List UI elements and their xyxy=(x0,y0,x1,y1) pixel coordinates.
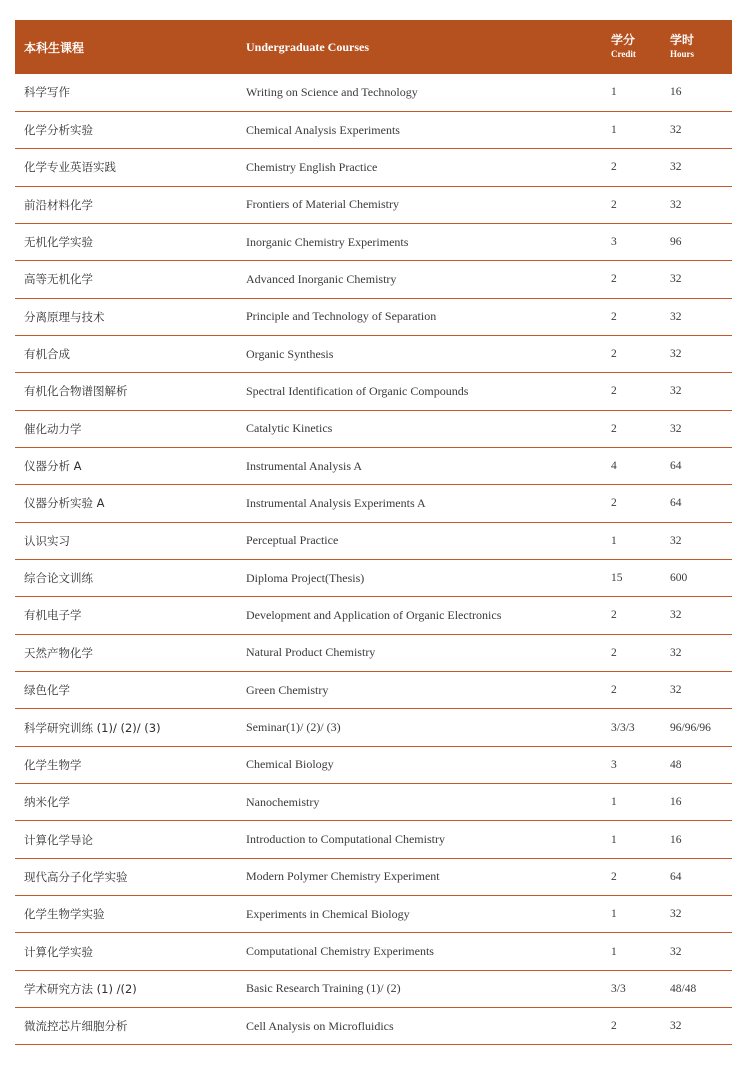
course-credit: 3 xyxy=(609,223,668,260)
course-credit: 15 xyxy=(609,559,668,596)
course-credit: 3 xyxy=(609,746,668,783)
course-hours: 16 xyxy=(668,784,732,821)
course-name-en: Chemical Analysis Experiments xyxy=(238,111,609,148)
course-credit: 1 xyxy=(609,74,668,111)
course-name-cn: 化学分析实验 xyxy=(15,111,238,148)
table-row xyxy=(15,858,732,895)
table-row xyxy=(15,186,732,223)
course-name-cn: 认识实习 xyxy=(15,522,238,559)
course-name-en: Chemistry English Practice xyxy=(238,149,609,186)
course-hours: 600 xyxy=(668,559,732,596)
course-name-cn: 综合论文训练 xyxy=(15,559,238,596)
course-name-en: Instrumental Analysis Experiments A xyxy=(238,485,609,522)
course-credit: 3/3 xyxy=(609,970,668,1007)
course-name-cn: 纳米化学 xyxy=(15,784,238,821)
course-hours: 96/96/96 xyxy=(668,709,732,746)
course-name-cn: 计算化学导论 xyxy=(15,821,238,858)
course-credit: 2 xyxy=(609,634,668,671)
course-table xyxy=(15,20,732,1045)
course-credit: 1 xyxy=(609,522,668,559)
course-credit: 2 xyxy=(609,597,668,634)
course-credit: 3/3/3 xyxy=(609,709,668,746)
course-name-cn: 催化动力学 xyxy=(15,410,238,447)
course-credit: 4 xyxy=(609,447,668,484)
course-name-en: Seminar(1)/ (2)/ (3) xyxy=(238,709,609,746)
course-name-en: Frontiers of Material Chemistry xyxy=(238,186,609,223)
course-hours: 32 xyxy=(668,149,732,186)
course-name-cn: 科学写作 xyxy=(15,74,238,111)
header-row xyxy=(15,20,732,74)
table-row xyxy=(15,447,732,484)
course-hours: 96 xyxy=(668,223,732,260)
course-name-cn: 科学研究训练 (1)/ (2)/ (3) xyxy=(15,709,238,746)
course-name-cn: 化学生物学 xyxy=(15,746,238,783)
course-name-en: Perceptual Practice xyxy=(238,522,609,559)
table-row xyxy=(15,522,732,559)
course-name-cn: 微流控芯片细胞分析 xyxy=(15,1008,238,1045)
course-hours: 64 xyxy=(668,858,732,895)
course-hours: 32 xyxy=(668,373,732,410)
course-credit: 1 xyxy=(609,821,668,858)
course-credit: 1 xyxy=(609,933,668,970)
course-name-en: Natural Product Chemistry xyxy=(238,634,609,671)
table-row xyxy=(15,1008,732,1045)
table-body xyxy=(15,74,732,1045)
course-hours: 64 xyxy=(668,485,732,522)
course-name-en: Computational Chemistry Experiments xyxy=(238,933,609,970)
course-hours: 32 xyxy=(668,933,732,970)
table-row xyxy=(15,821,732,858)
course-hours: 48 xyxy=(668,746,732,783)
course-credit: 2 xyxy=(609,186,668,223)
course-credit: 2 xyxy=(609,261,668,298)
course-name-en: Introduction to Computational Chemistry xyxy=(238,821,609,858)
course-name-en: Nanochemistry xyxy=(238,784,609,821)
course-name-cn: 化学专业英语实践 xyxy=(15,149,238,186)
table-row xyxy=(15,709,732,746)
course-name-cn: 学术研究方法 (1) /(2) xyxy=(15,970,238,1007)
table-row xyxy=(15,261,732,298)
table-row xyxy=(15,559,732,596)
course-hours: 32 xyxy=(668,634,732,671)
course-hours: 64 xyxy=(668,447,732,484)
table-row xyxy=(15,634,732,671)
course-name-cn: 有机合成 xyxy=(15,335,238,372)
course-credit: 2 xyxy=(609,298,668,335)
course-credit: 2 xyxy=(609,672,668,709)
course-name-en: Development and Application of Organic Electronics xyxy=(238,597,609,634)
course-name-cn: 仪器分析实验 A xyxy=(15,485,238,522)
course-name-cn: 现代高分子化学实验 xyxy=(15,858,238,895)
table-row xyxy=(15,485,732,522)
table-row xyxy=(15,335,732,372)
course-name-cn: 仪器分析 A xyxy=(15,447,238,484)
course-credit: 2 xyxy=(609,410,668,447)
course-name-cn: 高等无机化学 xyxy=(15,261,238,298)
table-row xyxy=(15,597,732,634)
course-hours: 32 xyxy=(668,896,732,933)
course-name-en: Spectral Identification of Organic Compounds xyxy=(238,373,609,410)
header-credit xyxy=(609,20,668,74)
course-name-en: Basic Research Training (1)/ (2) xyxy=(238,970,609,1007)
course-name-cn: 绿色化学 xyxy=(15,672,238,709)
header-en-course: Undergraduate Courses xyxy=(246,39,369,54)
course-name-en: Diploma Project(Thesis) xyxy=(238,559,609,596)
course-name-cn: 化学生物学实验 xyxy=(15,896,238,933)
course-credit: 2 xyxy=(609,335,668,372)
table-row xyxy=(15,896,732,933)
header-credit-en: Credit xyxy=(611,49,636,59)
course-hours: 32 xyxy=(668,597,732,634)
course-name-en: Principle and Technology of Separation xyxy=(238,298,609,335)
course-credit: 2 xyxy=(609,1008,668,1045)
course-hours: 32 xyxy=(668,522,732,559)
course-hours: 32 xyxy=(668,298,732,335)
course-hours: 32 xyxy=(668,261,732,298)
header-credit-cn: 学分 xyxy=(611,33,636,47)
table-row xyxy=(15,746,732,783)
table-row xyxy=(15,410,732,447)
course-hours: 16 xyxy=(668,821,732,858)
header-hours xyxy=(668,20,732,74)
course-name-en: Inorganic Chemistry Experiments xyxy=(238,223,609,260)
table-row xyxy=(15,672,732,709)
course-name-cn: 分离原理与技术 xyxy=(15,298,238,335)
course-hours: 16 xyxy=(668,74,732,111)
table-row xyxy=(15,373,732,410)
course-name-cn: 计算化学实验 xyxy=(15,933,238,970)
course-name-cn: 有机电子学 xyxy=(15,597,238,634)
header-hours-en: Hours xyxy=(670,49,695,59)
course-credit: 2 xyxy=(609,373,668,410)
table-header xyxy=(15,20,732,74)
course-name-cn: 有机化合物谱图解析 xyxy=(15,373,238,410)
course-name-cn: 天然产物化学 xyxy=(15,634,238,671)
table-row xyxy=(15,74,732,111)
header-cn-course: 本科生课程 xyxy=(24,40,85,55)
course-credit: 2 xyxy=(609,485,668,522)
table-row xyxy=(15,298,732,335)
course-credit: 1 xyxy=(609,111,668,148)
table-row xyxy=(15,970,732,1007)
table-row xyxy=(15,223,732,260)
course-credit: 2 xyxy=(609,149,668,186)
course-credit: 1 xyxy=(609,896,668,933)
table-row xyxy=(15,933,732,970)
course-name-en: Modern Polymer Chemistry Experiment xyxy=(238,858,609,895)
course-hours: 48/48 xyxy=(668,970,732,1007)
table-row xyxy=(15,149,732,186)
course-name-en: Writing on Science and Technology xyxy=(238,74,609,111)
course-hours: 32 xyxy=(668,410,732,447)
course-credit: 2 xyxy=(609,858,668,895)
course-name-cn: 前沿材料化学 xyxy=(15,186,238,223)
course-hours: 32 xyxy=(668,186,732,223)
header-hours-cn: 学时 xyxy=(670,33,695,47)
course-name-cn: 无机化学实验 xyxy=(15,223,238,260)
course-hours: 32 xyxy=(668,672,732,709)
table-row xyxy=(15,111,732,148)
table-row xyxy=(15,784,732,821)
course-name-en: Cell Analysis on Microfluidics xyxy=(238,1008,609,1045)
course-name-en: Organic Synthesis xyxy=(238,335,609,372)
course-name-en: Green Chemistry xyxy=(238,672,609,709)
course-hours: 32 xyxy=(668,335,732,372)
course-credit: 1 xyxy=(609,784,668,821)
course-name-en: Chemical Biology xyxy=(238,746,609,783)
course-name-en: Catalytic Kinetics xyxy=(238,410,609,447)
course-hours: 32 xyxy=(668,1008,732,1045)
course-name-en: Experiments in Chemical Biology xyxy=(238,896,609,933)
course-hours: 32 xyxy=(668,111,732,148)
course-name-en: Instrumental Analysis A xyxy=(238,447,609,484)
course-name-en: Advanced Inorganic Chemistry xyxy=(238,261,609,298)
